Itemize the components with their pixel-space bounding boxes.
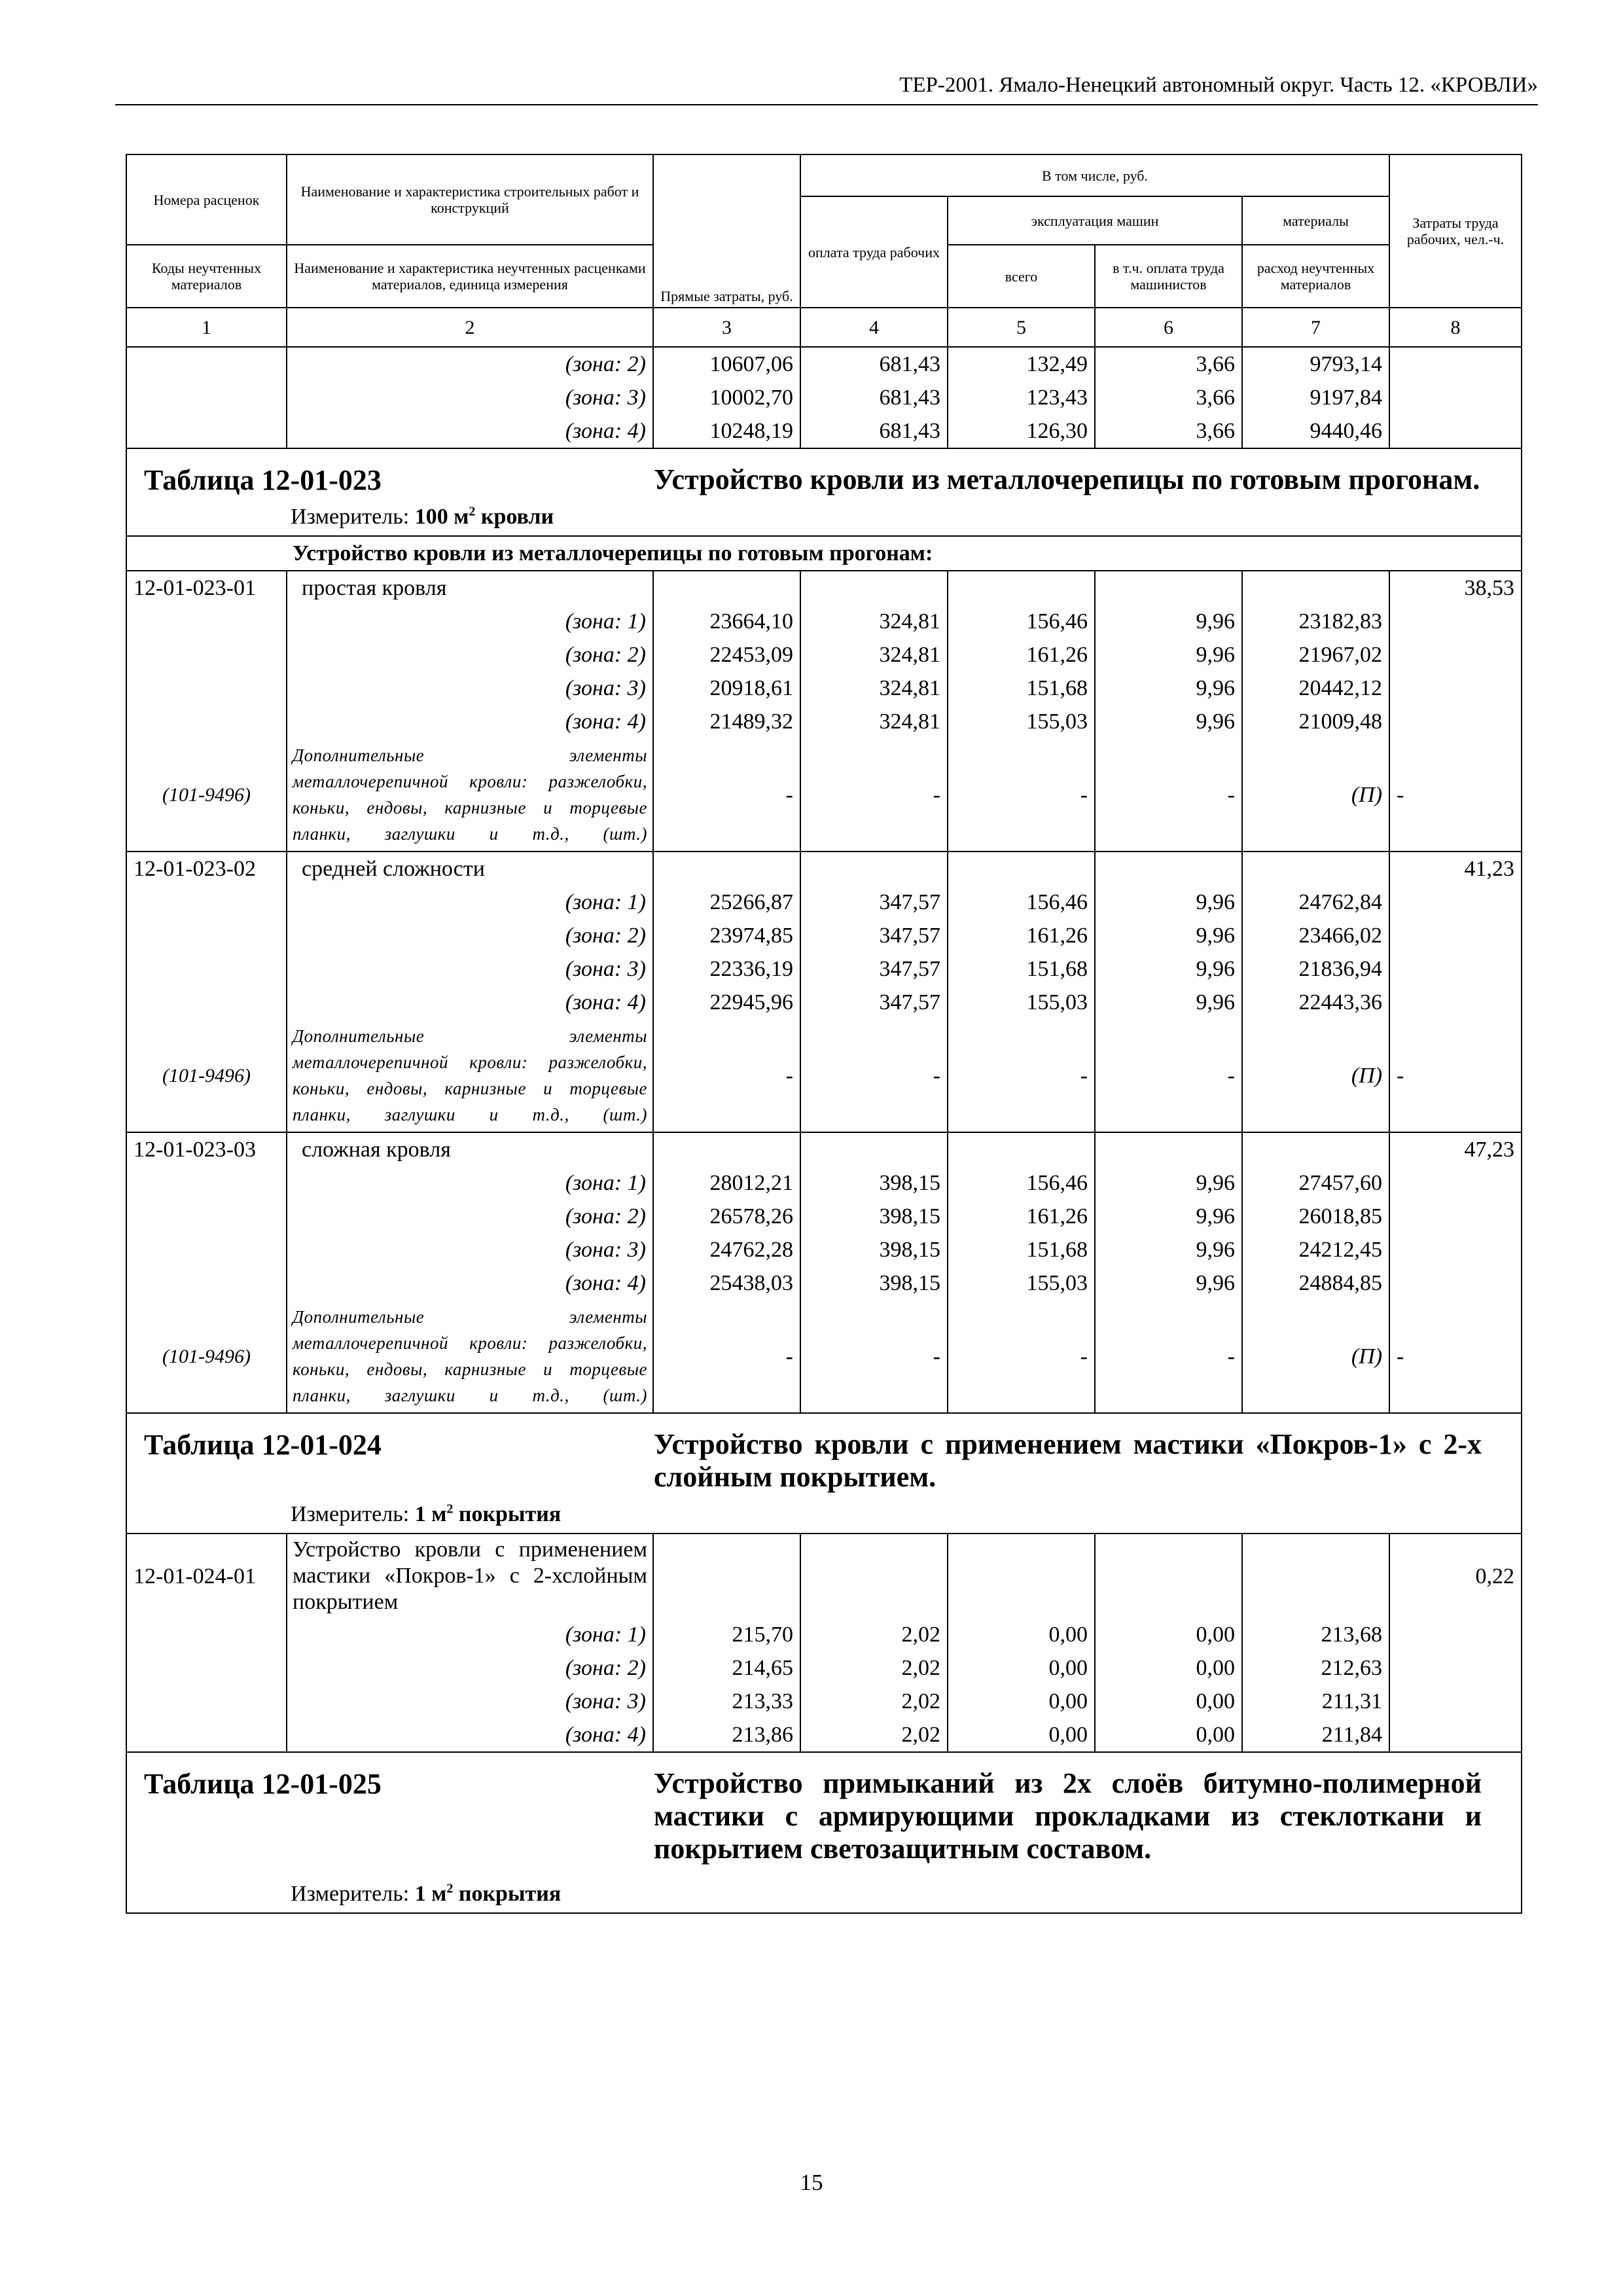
material-description: Дополнительные элементы металлочерепичной кровли: разжелобки, коньки, ендовы, карнизные и торцевые планки, заглушки и т.д., (шт.) [287,1300,653,1413]
rate-code: 12-01-023-02 [126,852,287,886]
header-labor-pay: оплата труда рабочих [800,196,948,308]
section-title: Устройство примыканий из 2х слоёв битумно-полимерной мастики с армирующими прокладками из стеклоткани и покрытием светозащитным составом. [654,1767,1482,1865]
section-title: Устройство кровли из металлочерепицы по готовым прогонам. [654,463,1480,495]
table-header [126,154,1522,347]
zone-row: (зона: 2) 22453,09 324,81 161,26 9,96 21967,02 [126,638,1522,672]
material-code: (101-9496) [126,1019,287,1132]
rate-code: 12-01-024-01 [126,1534,287,1618]
labor-cost: 47,23 [1389,1132,1522,1166]
header-materials-unaccounted: расход неучтенных материалов [1242,245,1389,308]
section-024 [126,1413,1522,1534]
header-machines-total: всего [948,245,1095,308]
zone-row: (зона: 1) 215,70 2,02 0,00 0,00 213,68 [126,1618,1522,1651]
section-023 [126,448,1522,536]
material-row: (101-9496) Дополнительные элементы металлочерепичной кровли: разжелобки, коньки, ендовы, карнизные и торцевые планки, заглушки и т.д., (шт.) - - - - (П) - [126,738,1522,852]
column-number: 2 [287,308,653,347]
rate-name: Устройство кровли с применением мастики «Покров-1» с 2-хслойным покрытием [287,1534,653,1618]
section-title: Устройство кровли с применением мастики «Покров-1» с 2-х слойным покрытием. [654,1428,1482,1493]
rate-row [126,571,1522,605]
column-number: 1 [126,308,287,347]
rate-name: средней сложности [287,852,653,886]
zone-row: (зона: 2) 214,65 2,02 0,00 0,00 212,63 [126,1651,1522,1685]
header-rate-numbers: Номера расценок [126,154,287,245]
zone-row: (зона: 4) 10248,19 681,43 126,30 3,66 9440,46 [126,414,1522,448]
section-label: Таблица 12-01-025 [144,1768,382,1800]
page-number: 15 [800,2170,823,2195]
labor-cost: 41,23 [1389,852,1522,886]
material-code: (101-9496) [126,1300,287,1413]
zone-row: (зона: 2) 23974,85 347,57 161,26 9,96 23466,02 [126,919,1522,952]
header-material-names: Наименование и характеристика неучтенных расценками материалов, единица измерения [287,245,653,308]
rate-row [126,1534,1522,1618]
material-row: (101-9496) Дополнительные элементы металлочерепичной кровли: разжелобки, коньки, ендовы, карнизные и торцевые планки, заглушки и т.д., (шт.) - - - - (П) - [126,1019,1522,1132]
section-025 [126,1752,1522,1913]
zone-row: (зона: 1) 23664,10 324,81 156,46 9,96 23182,83 [126,605,1522,638]
section-label: Таблица 12-01-024 [144,1429,382,1461]
column-number: 6 [1095,308,1242,347]
header-material-codes: Коды неучтенных материалов [126,245,287,308]
material-code: (101-9496) [126,738,287,852]
zone-row: (зона: 1) 25266,87 347,57 156,46 9,96 24762,84 [126,886,1522,919]
header-including: В том числе, руб. [800,154,1389,196]
rate-code: 12-01-023-01 [126,571,287,605]
rate-row [126,852,1522,886]
header-work-name: Наименование и характеристика строительных работ и конструкций [287,154,653,245]
rate-row [126,1132,1522,1166]
header-machines: эксплуатация машин [948,196,1242,245]
zone-row: (зона: 3) 10002,70 681,43 123,43 3,66 9197,84 [126,381,1522,414]
material-row: (101-9496) Дополнительные элементы металлочерепичной кровли: разжелобки, коньки, ендовы, карнизные и торцевые планки, заглушки и т.д., (шт.) - - - - (П) - [126,1300,1522,1413]
header-machinists-pay: в т.ч. оплата труда машинистов [1095,245,1242,308]
section-label: Таблица 12-01-023 [144,464,382,496]
zone-row: (зона: 1) 28012,21 398,15 156,46 9,96 27457,60 [126,1166,1522,1200]
column-number: 5 [948,308,1095,347]
column-number: 7 [1242,308,1389,347]
subsection-header: Устройство кровли из металлочерепицы по готовым прогонам: [126,536,1522,571]
column-number: 4 [800,308,948,347]
header-direct-costs: Прямые затраты, руб. [653,154,800,308]
zone-row: (зона: 4) 25438,03 398,15 155,03 9,96 24884,85 [126,1266,1522,1300]
section-measurer: Измеритель: 100 $м^2$ кровли [291,504,554,529]
header-labor-cost: Затраты труда рабочих, чел.-ч. [1389,154,1522,308]
zone-row: (зона: 4) 22945,96 347,57 155,03 9,96 22443,36 [126,986,1522,1019]
section-measurer: Измеритель: 1 $м^2$ покрытия [291,1881,562,1906]
zone-row: (зона: 4) 21489,32 324,81 155,03 9,96 21009,48 [126,705,1522,738]
material-description: Дополнительные элементы металлочерепичной кровли: разжелобки, коньки, ендовы, карнизные и торцевые планки, заглушки и т.д., (шт.) [287,1019,653,1132]
zone-row: (зона: 3) 20918,61 324,81 151,68 9,96 20442,12 [126,672,1522,705]
zone-row: (зона: 3) 22336,19 347,57 151,68 9,96 21836,94 [126,952,1522,986]
rate-code: 12-01-023-03 [126,1132,287,1166]
material-description: Дополнительные элементы металлочерепичной кровли: разжелобки, коньки, ендовы, карнизные и торцевые планки, заглушки и т.д., (шт.) [287,738,653,852]
zone-row: (зона: 4) 213,86 2,02 0,00 0,00 211,84 [126,1718,1522,1752]
rate-name: сложная кровля [287,1132,653,1166]
zone-row: (зона: 2) 10607,06 681,43 132,49 3,66 9793,14 [126,347,1522,381]
header-rule [115,104,1538,105]
column-number: 8 [1389,308,1522,347]
rates-table [126,154,1522,1914]
labor-cost: 0,22 [1389,1534,1522,1618]
column-number: 3 [653,308,800,347]
rate-name: простая кровля [287,571,653,605]
labor-cost: 38,53 [1389,571,1522,605]
header-materials: материалы [1242,196,1389,245]
zone-row: (зона: 3) 24762,28 398,15 151,68 9,96 24212,45 [126,1233,1522,1266]
zone-row: (зона: 2) 26578,26 398,15 161,26 9,96 26018,85 [126,1200,1522,1233]
zone-row: (зона: 3) 213,33 2,02 0,00 0,00 211,31 [126,1685,1522,1718]
section-measurer: Измеритель: 1 $м^2$ покрытия [291,1501,562,1526]
running-header: ТЕР-2001. Ямало-Ненецкий автономный округ. Часть 12. «КРОВЛИ» [899,73,1538,97]
